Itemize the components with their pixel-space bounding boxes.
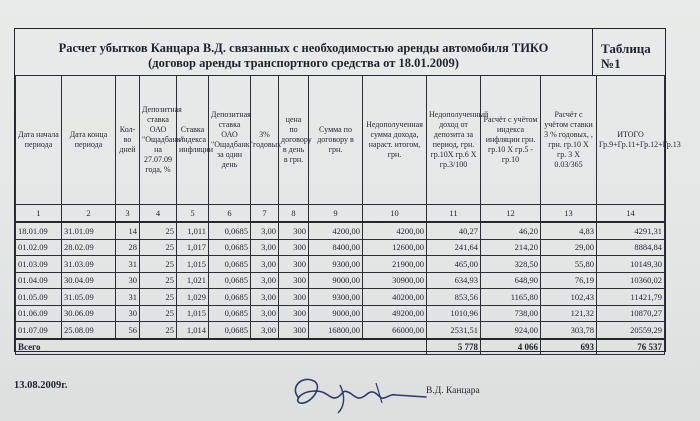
table-row xyxy=(16,305,665,322)
table-cell: 25 xyxy=(140,289,177,306)
table-cell: 28 xyxy=(116,239,140,256)
table-cell: 0,0685 xyxy=(209,322,251,339)
table-cell: 4200,00 xyxy=(309,222,363,239)
table-cell: 9300,00 xyxy=(309,256,363,273)
table-cell: 3,00 xyxy=(251,239,279,256)
column-header: цена по договору в день в грн. xyxy=(279,76,309,205)
table-cell: 01.04.09 xyxy=(16,272,62,289)
table-cell: 01.06.09 xyxy=(16,305,62,322)
table-cell: 3,00 xyxy=(251,222,279,239)
table-cell: 31 xyxy=(116,256,140,273)
total-row xyxy=(16,339,665,355)
table-cell: 0,0685 xyxy=(209,256,251,273)
column-number-row xyxy=(16,205,665,223)
table-cell: 3,00 xyxy=(251,305,279,322)
table-cell: 46,20 xyxy=(481,222,541,239)
losses-table xyxy=(15,75,681,355)
table-cell: 0,0685 xyxy=(209,239,251,256)
table-cell: 25 xyxy=(140,222,177,239)
column-header: Депозитная ставка ОАО "Ощадбанк" за один день xyxy=(209,76,251,205)
table-row xyxy=(16,272,665,289)
column-number: 6 xyxy=(209,205,251,223)
table-cell: 214,20 xyxy=(481,239,541,256)
table-frame xyxy=(14,28,681,352)
table-cell: 9000,00 xyxy=(309,305,363,322)
table-cell: 8400,00 xyxy=(309,239,363,256)
table-cell: 241,64 xyxy=(427,239,481,256)
table-row xyxy=(16,289,665,306)
total-cell: 76 537 xyxy=(597,339,665,355)
column-number: 10 xyxy=(363,205,427,223)
table-cell: 1,015 xyxy=(177,256,209,273)
total-cell: 693 xyxy=(541,339,597,355)
table-row xyxy=(16,322,665,339)
handwritten-signature xyxy=(280,367,430,417)
column-header: ИТОГО Гр.9+Гр.11+Гр.12+Гр.13 xyxy=(597,76,665,205)
table-cell: 1,029 xyxy=(177,289,209,306)
table-cell: 1,011 xyxy=(177,222,209,239)
table-cell: 31.05.09 xyxy=(62,289,116,306)
table-cell: 10870,27 xyxy=(597,305,665,322)
table-row xyxy=(16,222,665,239)
table-cell: 31.03.09 xyxy=(62,256,116,273)
table-cell: 2531,51 xyxy=(427,322,481,339)
table-cell: 300 xyxy=(279,289,309,306)
table-cell: 0,0685 xyxy=(209,289,251,306)
table-cell: 10149,30 xyxy=(597,256,665,273)
table-cell: 25 xyxy=(140,239,177,256)
table-cell: 3,00 xyxy=(251,272,279,289)
table-cell: 1010,96 xyxy=(427,305,481,322)
table-cell: 300 xyxy=(279,272,309,289)
table-cell: 4291,31 xyxy=(597,222,665,239)
table-cell: 11421,79 xyxy=(597,289,665,306)
table-cell: 01.03.09 xyxy=(16,256,62,273)
document-date: 13.08.2009г. xyxy=(14,380,68,391)
column-number: 4 xyxy=(140,205,177,223)
signer-name: В.Д. Канцара xyxy=(426,386,480,396)
column-number: 12 xyxy=(481,205,541,223)
total-cell: 4 066 xyxy=(481,339,541,355)
table-cell: 20559,29 xyxy=(597,322,665,339)
table-cell: 102,43 xyxy=(541,289,597,306)
table-cell: 300 xyxy=(279,222,309,239)
table-cell: 40,27 xyxy=(427,222,481,239)
table-cell: 14 xyxy=(116,222,140,239)
header-row xyxy=(16,76,665,205)
column-number: 7 xyxy=(251,205,279,223)
table-cell: 300 xyxy=(279,322,309,339)
table-label: Таблица xyxy=(601,41,651,56)
table-cell: 465,00 xyxy=(427,256,481,273)
table-cell: 3,00 xyxy=(251,289,279,306)
column-header: 3% годовых xyxy=(251,76,279,205)
column-header: Недополученный доход от депозита за период, грн. гр.10Х гр.6 Х гр.3/100 xyxy=(427,76,481,205)
column-number: 1 xyxy=(16,205,62,223)
column-number: 8 xyxy=(279,205,309,223)
table-cell: 634,93 xyxy=(427,272,481,289)
table-cell: 328,50 xyxy=(481,256,541,273)
table-cell: 56 xyxy=(116,322,140,339)
table-cell: 25 xyxy=(140,305,177,322)
title-line-1: Расчет убытков Канцара В.Д. связанных с необходимостью аренды автомобиля ТИКО xyxy=(58,41,549,55)
column-header: Депозитная ставка ОАО "Ощадбанк" на 27.07.09 года, % xyxy=(140,76,177,205)
table-cell: 30 xyxy=(116,305,140,322)
table-cell: 1165,80 xyxy=(481,289,541,306)
table-cell: 28.02.09 xyxy=(62,239,116,256)
table-row xyxy=(16,256,665,273)
table-cell: 9000,00 xyxy=(309,272,363,289)
table-cell: 18.01.09 xyxy=(16,222,62,239)
table-cell: 0,0685 xyxy=(209,305,251,322)
table-cell: 25 xyxy=(140,256,177,273)
table-cell: 648,90 xyxy=(481,272,541,289)
table-cell: 3,00 xyxy=(251,256,279,273)
table-cell: 01.05.09 xyxy=(16,289,62,306)
column-header: Расчёт с учётом индекса инфляции грн. гр.10 Х гр.5 - гр.10 xyxy=(481,76,541,205)
column-header: Расчёт с учётом ставки 3 % годовых, , грн. гр.10 Х гр. 3 Х 0.03/365 xyxy=(541,76,597,205)
total-label: Всего xyxy=(16,339,427,355)
table-cell: 1,017 xyxy=(177,239,209,256)
table-cell: 25 xyxy=(140,322,177,339)
column-number: 11 xyxy=(427,205,481,223)
table-cell: 1,015 xyxy=(177,305,209,322)
table-cell: 0,0685 xyxy=(209,272,251,289)
column-number: 9 xyxy=(309,205,363,223)
total-cell: 5 778 xyxy=(427,339,481,355)
table-cell: 303,78 xyxy=(541,322,597,339)
table-row xyxy=(16,239,665,256)
table-cell: 31.01.09 xyxy=(62,222,116,239)
column-number: 3 xyxy=(116,205,140,223)
table-cell: 30900,00 xyxy=(363,272,427,289)
column-number: 5 xyxy=(177,205,209,223)
column-header: Сумма по договору в грн. xyxy=(309,76,363,205)
table-cell: 12600,00 xyxy=(363,239,427,256)
table-cell: 25.08.09 xyxy=(62,322,116,339)
table-cell: 300 xyxy=(279,256,309,273)
table-cell: 300 xyxy=(279,305,309,322)
table-cell: 01.02.09 xyxy=(16,239,62,256)
table-cell: 25 xyxy=(140,272,177,289)
table-index: №1 xyxy=(601,56,621,71)
table-cell: 738,00 xyxy=(481,305,541,322)
column-header: Ставка индекса инфляции xyxy=(177,76,209,205)
table-cell: 55,80 xyxy=(541,256,597,273)
table-cell: 40200,00 xyxy=(363,289,427,306)
table-cell: 10360,02 xyxy=(597,272,665,289)
table-cell: 121,32 xyxy=(541,305,597,322)
table-cell: 4,83 xyxy=(541,222,597,239)
column-number: 14 xyxy=(597,205,665,223)
title-line-2: (договор аренды транспортного средства от 18.01.2009) xyxy=(148,56,459,70)
column-header: Недополученная сумма дохода, нараст. итогом, грн. xyxy=(363,76,427,205)
table-cell: 853,56 xyxy=(427,289,481,306)
column-number: 2 xyxy=(62,205,116,223)
table-cell: 300 xyxy=(279,239,309,256)
document-title xyxy=(15,29,593,75)
column-number: 13 xyxy=(541,205,597,223)
table-cell: 924,00 xyxy=(481,322,541,339)
table-cell: 30 xyxy=(116,272,140,289)
table-cell: 01.07.09 xyxy=(16,322,62,339)
table-cell: 21900,00 xyxy=(363,256,427,273)
table-cell: 1,021 xyxy=(177,272,209,289)
table-cell: 30.06.09 xyxy=(62,305,116,322)
table-cell: 1,014 xyxy=(177,322,209,339)
table-cell: 16800,00 xyxy=(309,322,363,339)
column-header: Кол-во дней xyxy=(116,76,140,205)
table-cell: 76,19 xyxy=(541,272,597,289)
table-cell: 49200,00 xyxy=(363,305,427,322)
column-header: Дата конца периода xyxy=(62,76,116,205)
table-cell: 8884,84 xyxy=(597,239,665,256)
table-cell: 29,00 xyxy=(541,239,597,256)
table-cell: 3,00 xyxy=(251,322,279,339)
table-cell: 9300,00 xyxy=(309,289,363,306)
table-cell: 30.04.09 xyxy=(62,272,116,289)
column-header: Дата начала периода xyxy=(16,76,62,205)
table-cell: 31 xyxy=(116,289,140,306)
table-number xyxy=(595,29,665,75)
table-cell: 0,0685 xyxy=(209,222,251,239)
table-cell: 66000,00 xyxy=(363,322,427,339)
table-cell: 4200,00 xyxy=(363,222,427,239)
